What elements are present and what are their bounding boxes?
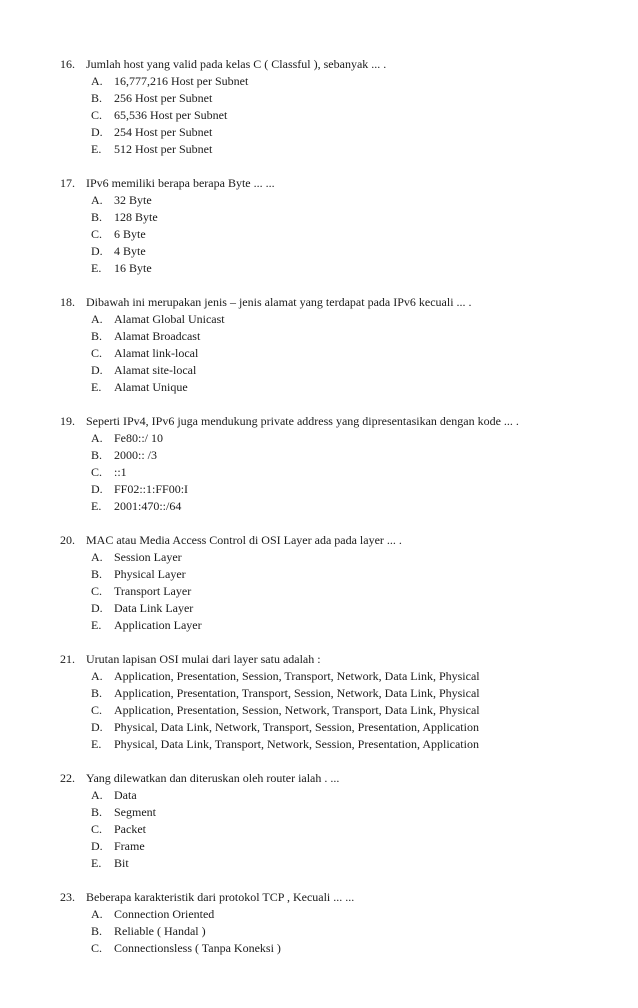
option-letter: C. — [91, 465, 103, 479]
option-text: Reliable ( Handal ) — [114, 924, 206, 938]
option-text: 32 Byte — [114, 193, 152, 207]
option-text: Alamat Global Unicast — [114, 312, 225, 326]
option-e — [0, 260, 638, 277]
question-number: 18. — [60, 295, 75, 309]
question-number: 23. — [60, 890, 75, 904]
option-b — [0, 566, 638, 583]
option-letter: E. — [91, 380, 102, 394]
question-number: 21. — [60, 652, 75, 666]
option-letter: C. — [91, 941, 103, 955]
option-e — [0, 141, 638, 158]
option-d — [0, 719, 638, 736]
option-a — [0, 906, 638, 923]
option-text: Transport Layer — [114, 584, 192, 598]
option-text: Alamat Broadcast — [114, 329, 201, 343]
option-a — [0, 73, 638, 90]
question-19 — [0, 413, 638, 515]
option-text: Data Link Layer — [114, 601, 194, 615]
option-letter: B. — [91, 805, 103, 819]
option-e — [0, 617, 638, 634]
option-letter: A. — [91, 669, 103, 683]
option-letter: D. — [91, 244, 103, 258]
option-text: Physical, Data Link, Network, Transport, Session, Presentation, Application — [114, 720, 479, 734]
option-b — [0, 804, 638, 821]
option-text: 16 Byte — [114, 261, 152, 275]
option-e — [0, 498, 638, 515]
option-text: Application, Presentation, Session, Network, Transport, Data Link, Physical — [114, 703, 480, 717]
option-text: FF02::1:FF00:I — [114, 482, 189, 496]
option-letter: E. — [91, 856, 102, 870]
option-letter: B. — [91, 329, 103, 343]
option-letter: D. — [91, 839, 103, 853]
option-b — [0, 923, 638, 940]
question-stem — [0, 175, 638, 192]
option-d — [0, 838, 638, 855]
option-b — [0, 328, 638, 345]
option-letter: C. — [91, 346, 103, 360]
option-letter: A. — [91, 907, 103, 921]
option-text: Fe80::/ 10 — [114, 431, 164, 445]
option-letter: B. — [91, 924, 103, 938]
option-text: 254 Host per Subnet — [114, 125, 213, 139]
question-text: MAC atau Media Access Control di OSI Layer ada pada layer ... . — [86, 533, 402, 547]
option-text: Session Layer — [114, 550, 182, 564]
option-d — [0, 124, 638, 141]
option-a — [0, 787, 638, 804]
option-text: Physical, Data Link, Transport, Network, Session, Presentation, Application — [114, 737, 479, 751]
option-letter: A. — [91, 431, 103, 445]
question-text: Jumlah host yang valid pada kelas C ( Classful ), sebanyak ... . — [86, 57, 387, 71]
option-letter: B. — [91, 567, 103, 581]
question-text: Dibawah ini merupakan jenis – jenis alamat yang terdapat pada IPv6 kecuali ... . — [86, 295, 472, 309]
option-letter: E. — [91, 618, 102, 632]
option-d — [0, 243, 638, 260]
option-d — [0, 362, 638, 379]
question-17 — [0, 175, 638, 277]
option-letter: C. — [91, 703, 103, 717]
option-text: Packet — [114, 822, 146, 836]
question-22 — [0, 770, 638, 872]
question-stem — [0, 651, 638, 668]
question-number: 22. — [60, 771, 75, 785]
option-a — [0, 311, 638, 328]
option-c — [0, 345, 638, 362]
option-text: 2000:: /3 — [114, 448, 158, 462]
option-letter: E. — [91, 142, 102, 156]
option-letter: C. — [91, 227, 103, 241]
question-number: 20. — [60, 533, 75, 547]
option-d — [0, 600, 638, 617]
option-text: 256 Host per Subnet — [114, 91, 213, 105]
option-letter: E. — [91, 499, 102, 513]
question-16 — [0, 56, 638, 158]
option-text: Application, Presentation, Transport, Session, Network, Data Link, Physical — [114, 686, 480, 700]
option-text: 128 Byte — [114, 210, 158, 224]
option-b — [0, 90, 638, 107]
option-a — [0, 549, 638, 566]
option-text: 2001:470::/64 — [114, 499, 182, 513]
option-text: ::1 — [114, 465, 127, 479]
question-text: Urutan lapisan OSI mulai dari layer satu adalah : — [86, 652, 321, 666]
question-stem — [0, 56, 638, 73]
option-c — [0, 226, 638, 243]
option-text: Bit — [114, 856, 129, 870]
option-letter: A. — [91, 74, 103, 88]
question-sheet — [0, 56, 638, 974]
question-stem — [0, 770, 638, 787]
question-text: Beberapa karakteristik dari protokol TCP , Kecuali ... ... — [86, 890, 355, 904]
option-text: 6 Byte — [114, 227, 146, 241]
option-letter: E. — [91, 261, 102, 275]
option-text: 4 Byte — [114, 244, 146, 258]
question-text: IPv6 memiliki berapa berapa Byte ... ... — [86, 176, 275, 190]
option-letter: D. — [91, 125, 103, 139]
option-text: 512 Host per Subnet — [114, 142, 213, 156]
option-letter: D. — [91, 482, 103, 496]
option-b — [0, 209, 638, 226]
option-letter: A. — [91, 550, 103, 564]
option-a — [0, 668, 638, 685]
question-number: 19. — [60, 414, 75, 428]
option-e — [0, 855, 638, 872]
option-text: Connectionsless ( Tanpa Koneksi ) — [114, 941, 281, 955]
question-18 — [0, 294, 638, 396]
option-e — [0, 379, 638, 396]
question-stem — [0, 532, 638, 549]
question-stem — [0, 889, 638, 906]
question-text: Seperti IPv4, IPv6 juga mendukung private address yang dipresentasikan dengan kode ... . — [86, 414, 519, 428]
option-c — [0, 464, 638, 481]
option-letter: D. — [91, 363, 103, 377]
option-a — [0, 192, 638, 209]
option-d — [0, 481, 638, 498]
option-a — [0, 430, 638, 447]
question-21 — [0, 651, 638, 753]
question-stem — [0, 294, 638, 311]
option-c — [0, 821, 638, 838]
option-c — [0, 583, 638, 600]
question-number: 16. — [60, 57, 75, 71]
option-letter: A. — [91, 193, 103, 207]
option-letter: C. — [91, 108, 103, 122]
option-text: Frame — [114, 839, 145, 853]
question-number: 17. — [60, 176, 75, 190]
option-letter: E. — [91, 737, 102, 751]
option-text: Application Layer — [114, 618, 202, 632]
question-stem — [0, 413, 638, 430]
option-text: 65,536 Host per Subnet — [114, 108, 228, 122]
option-c — [0, 107, 638, 124]
option-text: 16,777,216 Host per Subnet — [114, 74, 249, 88]
option-letter: C. — [91, 822, 103, 836]
option-letter: D. — [91, 720, 103, 734]
option-text: Physical Layer — [114, 567, 186, 581]
option-e — [0, 736, 638, 753]
option-letter: B. — [91, 210, 103, 224]
option-text: Alamat Unique — [114, 380, 188, 394]
question-23 — [0, 889, 638, 957]
option-letter: D. — [91, 601, 103, 615]
option-letter: C. — [91, 584, 103, 598]
option-letter: B. — [91, 448, 103, 462]
option-letter: A. — [91, 788, 103, 802]
option-text: Data — [114, 788, 137, 802]
option-c — [0, 940, 638, 957]
question-text: Yang dilewatkan dan diteruskan oleh router ialah . ... — [86, 771, 340, 785]
option-letter: B. — [91, 91, 103, 105]
option-text: Alamat link-local — [114, 346, 199, 360]
option-text: Connection Oriented — [114, 907, 215, 921]
question-20 — [0, 532, 638, 634]
option-letter: A. — [91, 312, 103, 326]
option-b — [0, 685, 638, 702]
option-text: Application, Presentation, Session, Transport, Network, Data Link, Physical — [114, 669, 480, 683]
option-c — [0, 702, 638, 719]
option-text: Alamat site-local — [114, 363, 197, 377]
option-text: Segment — [114, 805, 156, 819]
option-letter: B. — [91, 686, 103, 700]
option-b — [0, 447, 638, 464]
